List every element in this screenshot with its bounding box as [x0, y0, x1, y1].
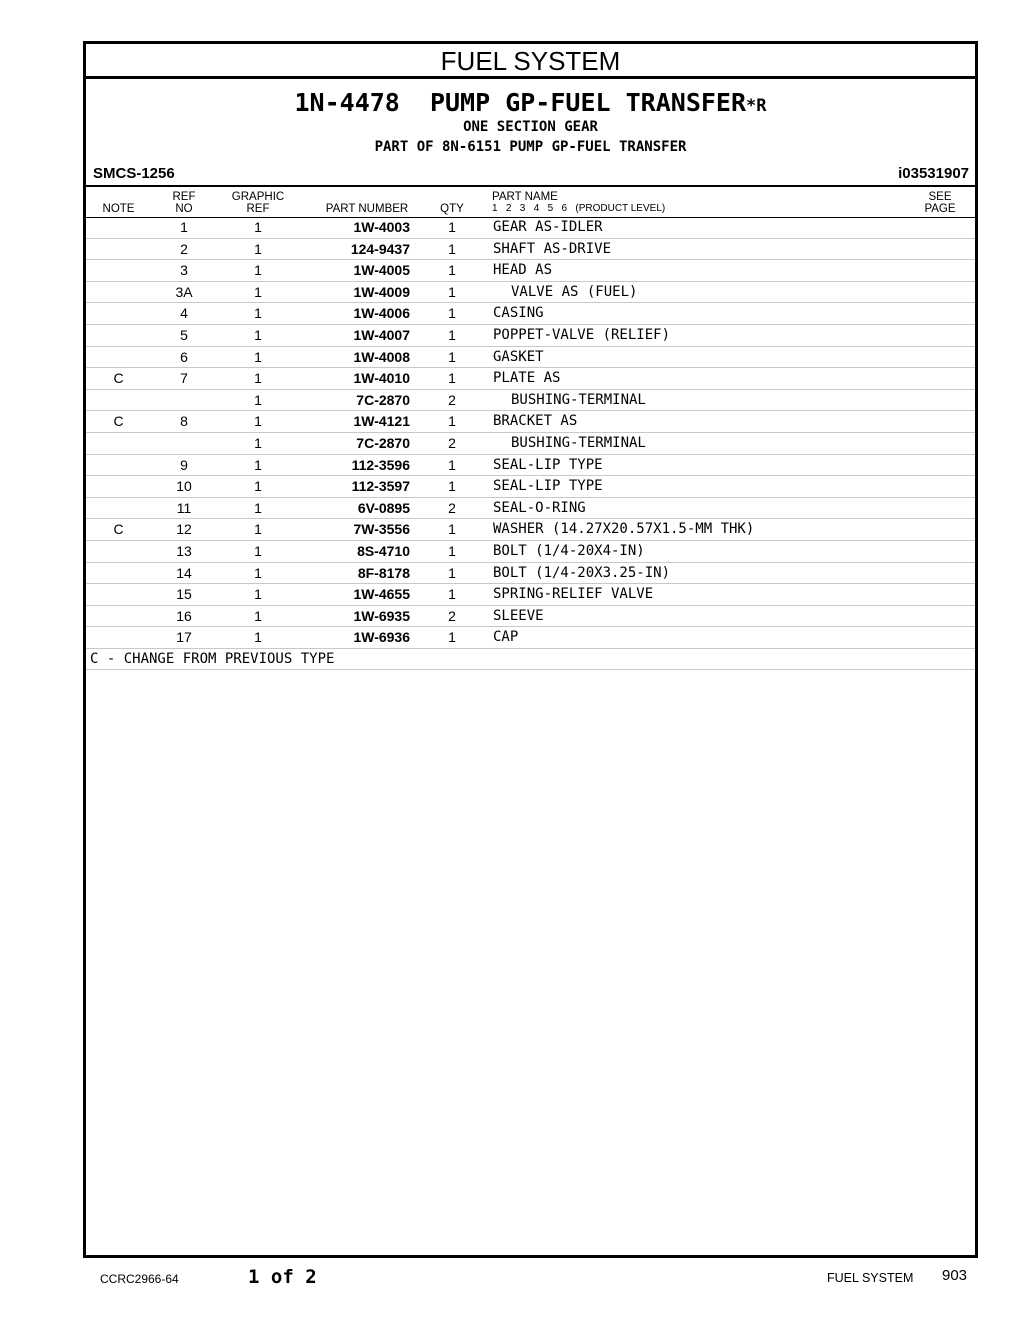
- table-row: [86, 476, 975, 498]
- row-graphic-ref: 1: [254, 607, 262, 624]
- table-row: [86, 217, 975, 239]
- row-ref-no: 10: [176, 478, 192, 495]
- row-ref-no: 15: [176, 586, 192, 603]
- row-graphic-ref: 1: [254, 521, 262, 538]
- row-graphic-ref: 1: [254, 564, 262, 581]
- row-note: C: [113, 413, 124, 430]
- row-part-name: SEAL-O-RING: [493, 499, 586, 516]
- column-header-ref: [164, 191, 204, 215]
- row-part-name: GEAR AS-IDLER: [493, 219, 603, 235]
- row-graphic-ref: 1: [254, 586, 262, 603]
- header-divider: [86, 185, 975, 187]
- column-header-qty: QTY: [440, 203, 464, 215]
- table-row: [86, 347, 975, 369]
- footer-section-name: FUEL SYSTEM: [827, 1271, 914, 1285]
- row-part-number: 1W-4003: [353, 219, 410, 235]
- row-qty: 1: [448, 262, 456, 279]
- column-header-graphic-ref: [226, 191, 290, 215]
- row-qty: 2: [448, 499, 456, 516]
- row-ref-no: 1: [180, 219, 188, 235]
- row-part-number: 7W-3556: [353, 521, 410, 538]
- row-part-number: 1W-6935: [353, 607, 410, 624]
- row-qty: 1: [448, 219, 456, 235]
- row-part-name: GASKET: [493, 348, 544, 365]
- row-part-name: BOLT (1/4-20X3.25-IN): [493, 564, 671, 581]
- row-ref-no: 5: [180, 326, 188, 343]
- column-header-graphic-line1: GRAPHIC: [231, 191, 285, 203]
- row-part-number: 112-3597: [351, 478, 410, 495]
- row-ref-no: 16: [176, 607, 192, 624]
- row-qty: 2: [448, 607, 456, 624]
- table-row: [86, 584, 975, 606]
- smcs-code: SMCS-1256: [93, 165, 175, 182]
- row-part-name: HEAD AS: [493, 262, 553, 279]
- row-graphic-ref: 1: [254, 391, 262, 408]
- change-footnote: C - CHANGE FROM PREVIOUS TYPE: [90, 651, 335, 667]
- row-ref-no: 2: [180, 240, 188, 257]
- footer-page-number: 903: [942, 1267, 968, 1284]
- row-qty: 2: [448, 391, 456, 408]
- row-ref-no: 8: [180, 413, 188, 430]
- footnote-rule: [86, 669, 975, 670]
- column-header-see-line2: PAGE: [924, 203, 956, 215]
- column-header-see-page: [913, 191, 967, 215]
- row-qty: 1: [448, 521, 456, 538]
- row-part-number: 124-9437: [350, 240, 410, 257]
- row-qty: 1: [448, 586, 456, 603]
- row-qty: 1: [448, 478, 456, 495]
- row-ref-no: 17: [176, 629, 192, 646]
- row-qty: 1: [448, 240, 456, 257]
- subtitle-description: ONE SECTION GEAR: [463, 119, 598, 135]
- row-graphic-ref: 1: [254, 305, 262, 322]
- row-part-name: SEAL-LIP TYPE: [493, 478, 603, 495]
- group-suffix: *R: [746, 96, 767, 116]
- row-note: C: [113, 521, 124, 538]
- row-graphic-ref: 1: [254, 413, 262, 430]
- footer-page-of: 1 of 2: [248, 1266, 317, 1288]
- row-qty: 1: [448, 283, 456, 300]
- row-qty: 1: [448, 629, 456, 646]
- table-row: [86, 390, 975, 412]
- parts-page-frame: [83, 41, 978, 1258]
- row-part-number: 1W-4010: [353, 370, 410, 387]
- row-part-name: WASHER (14.27X20.57X1.5-MM THK): [493, 521, 755, 538]
- row-part-number: 1W-4009: [353, 283, 410, 300]
- row-part-name: CAP: [493, 629, 519, 646]
- row-part-number: 1W-4655: [353, 586, 410, 603]
- table-row: [86, 239, 975, 261]
- row-part-number: 112-3596: [351, 456, 410, 473]
- table-row: [86, 368, 975, 390]
- row-part-name: PLATE AS: [493, 370, 561, 387]
- row-ref-no: 7: [180, 370, 188, 387]
- row-ref-no: 11: [176, 499, 192, 516]
- row-part-number: 7C-2870: [356, 434, 410, 451]
- row-part-name: BRACKET AS: [493, 413, 578, 430]
- row-part-name: VALVE AS (FUEL): [511, 283, 638, 300]
- footer-document-code: CCRC2966-64: [100, 1272, 179, 1286]
- row-part-name: SPRING-RELIEF VALVE: [493, 586, 654, 603]
- row-part-number: 1W-4007: [353, 326, 410, 343]
- parts-table-body: [86, 217, 975, 649]
- row-graphic-ref: 1: [254, 262, 262, 279]
- row-part-name: POPPET-VALVE (RELIEF): [493, 326, 671, 343]
- row-part-number: 8S-4710: [357, 542, 410, 559]
- row-graphic-ref: 1: [254, 499, 262, 516]
- row-part-name: BUSHING-TERMINAL: [511, 391, 646, 408]
- row-part-number: 8F-8178: [357, 564, 410, 581]
- row-qty: 1: [448, 370, 456, 387]
- row-graphic-ref: 1: [254, 629, 262, 646]
- row-ref-no: 3A: [175, 283, 193, 300]
- row-part-name: SEAL-LIP TYPE: [493, 456, 603, 473]
- column-header-ref-line1: REF: [172, 191, 196, 203]
- table-row: [86, 563, 975, 585]
- table-row: [86, 325, 975, 347]
- row-qty: 1: [448, 564, 456, 581]
- row-graphic-ref: 1: [254, 478, 262, 495]
- table-row: [86, 260, 975, 282]
- row-ref-no: 12: [176, 521, 192, 538]
- group-title: [86, 89, 975, 120]
- group-number: 1N-4478: [294, 88, 400, 117]
- row-graphic-ref: 1: [254, 240, 262, 257]
- row-ref-no: 13: [176, 542, 192, 559]
- row-graphic-ref: 1: [254, 348, 262, 365]
- row-qty: 1: [448, 348, 456, 365]
- row-part-number: 1W-4008: [353, 348, 410, 365]
- row-qty: 1: [448, 305, 456, 322]
- row-qty: 2: [448, 434, 456, 451]
- row-part-number: 1W-4006: [353, 305, 410, 322]
- row-part-number: 1W-4121: [353, 413, 410, 430]
- row-part-name: SHAFT AS-DRIVE: [493, 240, 612, 257]
- row-graphic-ref: 1: [254, 542, 262, 559]
- table-row: [86, 606, 975, 628]
- row-graphic-ref: 1: [254, 370, 262, 387]
- row-qty: 1: [448, 413, 456, 430]
- column-header-graphic-line2: REF: [246, 203, 270, 215]
- row-part-number: 1W-4005: [353, 262, 410, 279]
- row-ref-no: 14: [176, 564, 192, 581]
- section-title: FUEL SYSTEM: [86, 44, 975, 79]
- row-graphic-ref: 1: [254, 434, 262, 451]
- row-part-number: 7C-2870: [356, 391, 410, 408]
- column-header-product-levels: 1 2 3 4 5 6 (PRODUCT LEVEL): [492, 203, 666, 214]
- row-qty: 1: [448, 542, 456, 559]
- table-row: [86, 411, 975, 433]
- table-row: [86, 498, 975, 520]
- row-part-number: 6V-0895: [357, 499, 410, 516]
- column-header-part-name: PART NAME: [492, 191, 558, 203]
- row-part-name: BOLT (1/4-20X4-IN): [493, 542, 645, 559]
- row-graphic-ref: 1: [254, 283, 262, 300]
- column-header-note: NOTE: [102, 203, 135, 215]
- row-graphic-ref: 1: [254, 456, 262, 473]
- table-row: [86, 433, 975, 455]
- row-ref-no: 3: [180, 262, 188, 279]
- table-row: [86, 303, 975, 325]
- row-graphic-ref: 1: [254, 219, 262, 235]
- table-row: [86, 282, 975, 304]
- row-part-name: CASING: [493, 305, 544, 322]
- row-ref-no: 6: [180, 348, 188, 365]
- row-ref-no: 4: [180, 305, 188, 322]
- row-part-name: SLEEVE: [493, 607, 544, 624]
- row-note: C: [113, 370, 124, 387]
- row-ref-no: 9: [180, 456, 188, 473]
- row-qty: 1: [448, 456, 456, 473]
- table-row: [86, 455, 975, 477]
- document-id: i03531907: [898, 165, 969, 182]
- column-header-see-line1: SEE: [928, 191, 952, 203]
- row-qty: 1: [448, 326, 456, 343]
- row-part-name: BUSHING-TERMINAL: [511, 434, 646, 451]
- row-part-number: 1W-6936: [353, 629, 410, 646]
- subtitle-parent-group: PART OF 8N-6151 PUMP GP-FUEL TRANSFER: [374, 139, 687, 155]
- table-row: [86, 519, 975, 541]
- table-row: [86, 627, 975, 649]
- group-name: PUMP GP-FUEL TRANSFER: [429, 88, 747, 117]
- table-row: [86, 541, 975, 563]
- row-graphic-ref: 1: [254, 326, 262, 343]
- column-header-ref-line2: NO: [175, 203, 193, 215]
- column-header-part-number: PART NUMBER: [325, 203, 409, 215]
